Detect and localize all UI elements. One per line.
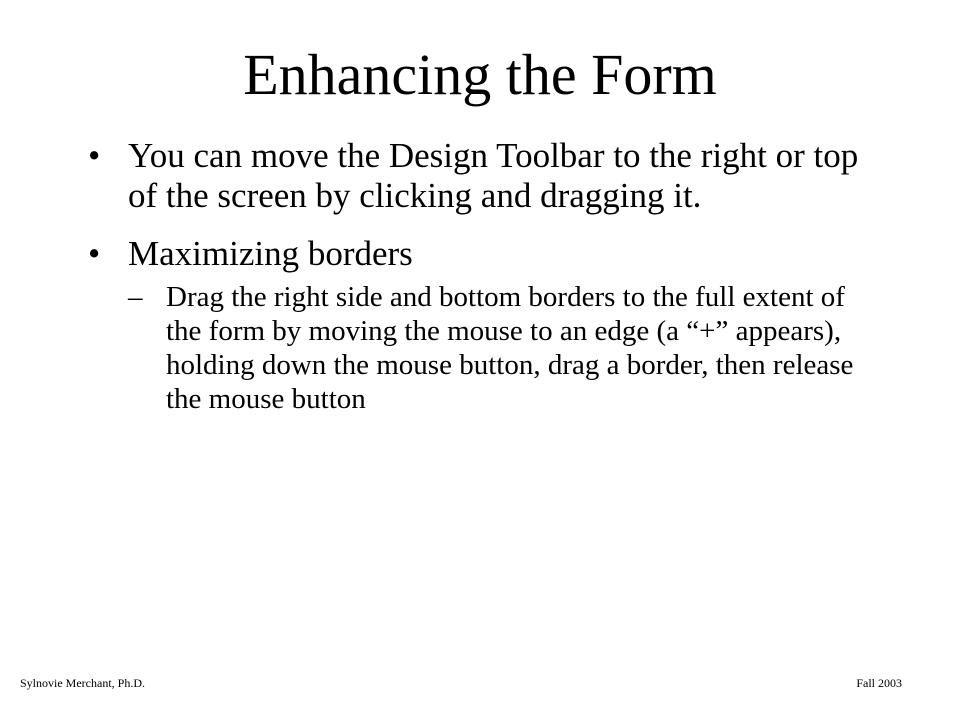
bullet-text: You can move the Design Toolbar to the right or top of the screen by clicking and dragging it. xyxy=(128,136,859,215)
bullet-item xyxy=(88,234,888,416)
bullet-item xyxy=(88,136,888,216)
bullet-marker: • xyxy=(88,234,101,273)
bullet-marker: • xyxy=(88,136,101,175)
bullet-text: Maximizing borders xyxy=(128,234,413,273)
slide-title: Enhancing the Form xyxy=(243,42,717,107)
sub-bullet-list xyxy=(128,280,888,416)
sub-bullet-item xyxy=(128,280,886,416)
sub-bullet-text: Drag the right side and bottom borders to the full extent of the form by moving the mouse to an edge (a “+” appears), holding down the mouse button, drag a border, then release the mouse button xyxy=(166,281,854,415)
bullet-list xyxy=(88,136,888,434)
sub-bullet-marker: – xyxy=(128,281,143,313)
footer-author: Sylnovie Merchant, Ph.D. xyxy=(20,676,145,690)
footer-date: Fall 2003 xyxy=(856,676,902,690)
